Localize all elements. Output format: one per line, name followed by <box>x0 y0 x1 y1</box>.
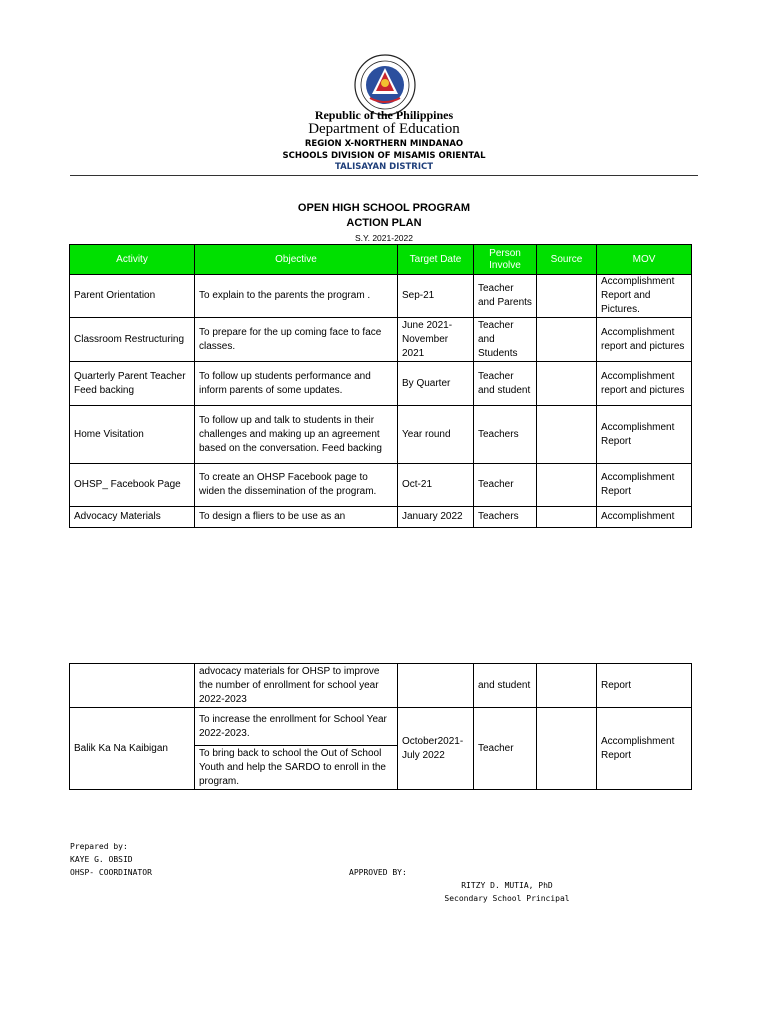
cell-objective: To bring back to school the Out of School Youth and help the SARDO to enroll in the program. <box>195 746 398 790</box>
table-row <box>70 464 692 507</box>
cell-objective: To increase the enrollment for School Year 2022-2023. <box>195 708 398 746</box>
approved-name: RITZY D. MUTIA, PhD <box>461 881 553 890</box>
cell-objective: To follow up and talk to students in their challenges and making up an agreement based on the conversation. Feed backing <box>195 406 398 464</box>
cell-source <box>537 507 597 528</box>
cell-target-date: Oct-21 <box>398 464 474 507</box>
header-divider <box>70 175 698 176</box>
table-row <box>70 318 692 362</box>
cell-activity: Quarterly Parent Teacher Feed backing <box>70 362 195 406</box>
cell-person: Teacher <box>474 708 537 790</box>
cell-source <box>537 708 597 790</box>
cell-target-date <box>398 664 474 708</box>
cell-mov: Report <box>597 664 692 708</box>
cell-objective: advocacy materials for OHSP to improve the number of enrollment for school year 2022-2023 <box>195 664 398 708</box>
cell-objective: To create an OHSP Facebook page to widen the dissemination of the program. <box>195 464 398 507</box>
cell-target-date: Year round <box>398 406 474 464</box>
program-title: OPEN HIGH SCHOOL PROGRAM <box>297 202 471 214</box>
cell-objective: To follow up students performance and inform parents of some updates. <box>195 362 398 406</box>
cell-target-date: By Quarter <box>398 362 474 406</box>
cell-target-date: January 2022 <box>398 507 474 528</box>
cell-objective: To design a fliers to be use as an <box>195 507 398 528</box>
header-person-involve: Person Involve <box>474 245 537 275</box>
cell-person: and student <box>474 664 537 708</box>
cell-activity: Advocacy Materials <box>70 507 195 528</box>
action-plan-table-continued <box>69 663 692 790</box>
cell-target-date: June 2021-November 2021 <box>398 318 474 362</box>
department-name: Department of Education <box>308 121 460 137</box>
cell-person: Teacher and Parents <box>474 275 537 318</box>
approved-label: APPROVED BY: <box>349 868 407 877</box>
cell-source <box>537 406 597 464</box>
district-line: TALISAYAN DISTRICT <box>334 162 434 172</box>
cell-source <box>537 318 597 362</box>
cell-person: Teachers <box>474 507 537 528</box>
cell-mov: Accomplishment report and pictures <box>597 362 692 406</box>
cell-person: Teacher and Students <box>474 318 537 362</box>
deped-seal-icon <box>354 54 416 116</box>
table-header-row <box>70 245 692 275</box>
cell-activity: OHSP_ Facebook Page <box>70 464 195 507</box>
approved-title: Secondary School Principal <box>444 894 570 903</box>
cell-activity: Parent Orientation <box>70 275 195 318</box>
cell-person: Teacher and student <box>474 362 537 406</box>
table-row <box>70 275 692 318</box>
table-row <box>70 507 692 528</box>
cell-mov: Accomplishment <box>597 507 692 528</box>
header-objective: Objective <box>195 245 398 275</box>
cell-mov: Accomplishment Report and Pictures. <box>597 275 692 318</box>
table-row <box>70 708 692 746</box>
header-source: Source <box>537 245 597 275</box>
table-row <box>70 406 692 464</box>
cell-source <box>537 464 597 507</box>
prepared-label: Prepared by: <box>70 842 128 851</box>
header-activity: Activity <box>70 245 195 275</box>
cell-target-date: Sep-21 <box>398 275 474 318</box>
republic-line: Republic of the Philippines <box>314 108 454 122</box>
cell-person: Teacher <box>474 464 537 507</box>
cell-mov: Accomplishment report and pictures <box>597 318 692 362</box>
header-target-date: Target Date <box>398 245 474 275</box>
plan-title: ACTION PLAN <box>346 217 422 229</box>
cell-mov: Accomplishment Report <box>597 464 692 507</box>
cell-target-date: October2021-July 2022 <box>398 708 474 790</box>
approved-block <box>437 879 577 905</box>
prepared-by-block <box>70 840 152 879</box>
cell-objective: To explain to the parents the program . <box>195 275 398 318</box>
cell-mov: Accomplishment Report <box>597 406 692 464</box>
cell-person: Teachers <box>474 406 537 464</box>
table-row <box>70 664 692 708</box>
cell-activity: Classroom Restructuring <box>70 318 195 362</box>
action-plan-table <box>69 244 692 528</box>
cell-activity: Home Visitation <box>70 406 195 464</box>
prepared-title: OHSP- COORDINATOR <box>70 868 152 877</box>
cell-source <box>537 664 597 708</box>
cell-objective: To prepare for the up coming face to face classes. <box>195 318 398 362</box>
prepared-name: KAYE G. OBSID <box>70 855 133 864</box>
division-line: SCHOOLS DIVISION OF MISAMIS ORIENTAL <box>282 151 486 161</box>
header-mov: MOV <box>597 245 692 275</box>
cell-activity <box>70 664 195 708</box>
school-year: S.Y. 2021-2022 <box>355 233 413 243</box>
cell-source <box>537 362 597 406</box>
table-row <box>70 362 692 406</box>
cell-activity: Balik Ka Na Kaibigan <box>70 708 195 790</box>
cell-source <box>537 275 597 318</box>
cell-mov: Accomplishment Report <box>597 708 692 790</box>
region-line: REGION X-NORTHERN MINDANAO <box>304 139 464 149</box>
